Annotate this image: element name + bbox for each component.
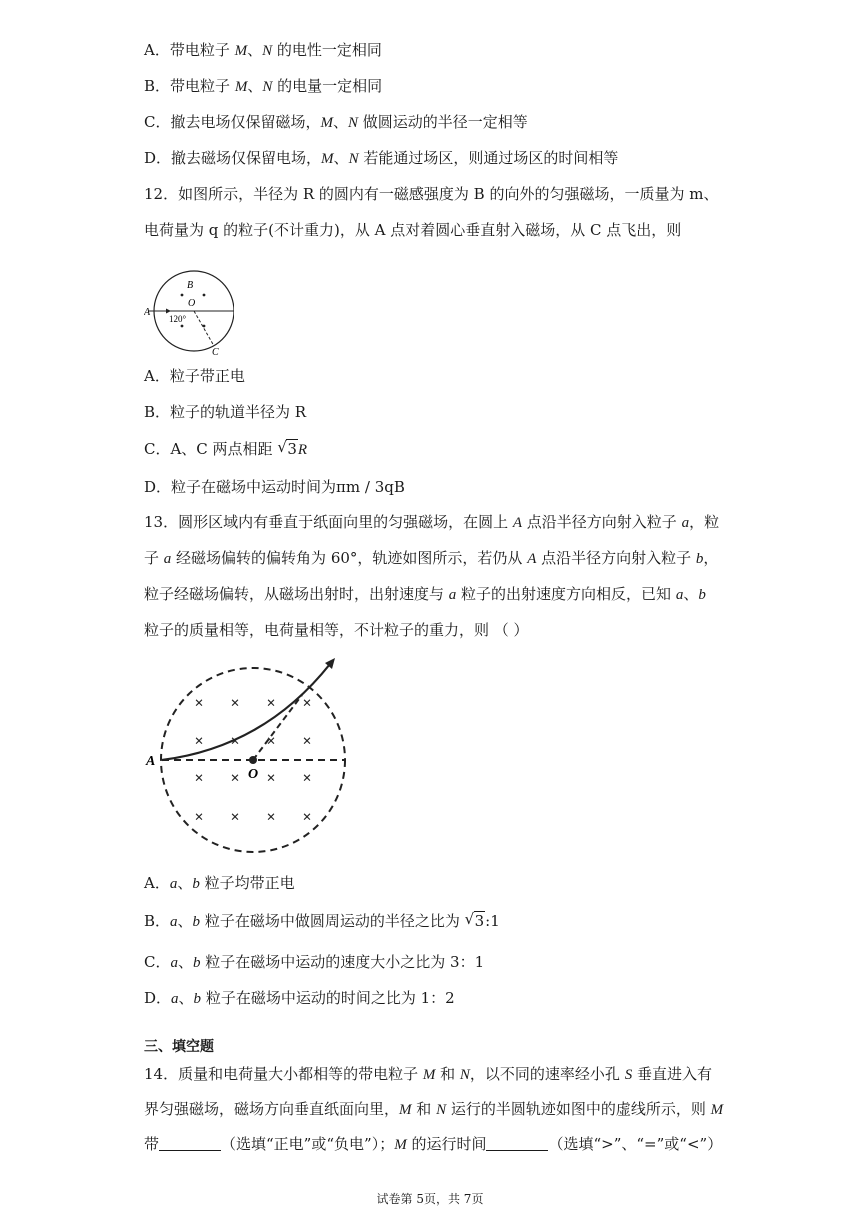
cross-icon: × — [230, 809, 240, 826]
cross-icon: × — [266, 770, 276, 787]
separator: 、 — [333, 113, 349, 131]
q12-label-c: C — [212, 347, 219, 356]
q12-label-o: O — [188, 298, 196, 309]
var-m: M — [422, 1067, 436, 1083]
var-m: M — [394, 1137, 407, 1153]
stem-text: 和 — [411, 1100, 437, 1118]
var-n: N — [459, 1067, 470, 1083]
option-label: B． — [144, 77, 171, 95]
stem-text: 的运行时间 — [406, 1135, 487, 1153]
stem-text: 和 — [435, 1065, 460, 1083]
var-a: a — [171, 991, 179, 1007]
stem-text: ， — [703, 549, 719, 567]
cross-icon: × — [230, 770, 240, 787]
q12-label-a: A — [144, 307, 151, 318]
arrow-head-icon — [166, 309, 171, 314]
stem-text: 界匀强磁场，磁场方向垂直纸面向里， — [144, 1100, 400, 1118]
cross-icon: × — [302, 770, 312, 787]
q12-option-a: A．粒子带正电 — [144, 367, 245, 385]
radicand: 3 — [474, 912, 485, 930]
var-n: N — [262, 79, 273, 95]
q14-stem-line-3 — [144, 1134, 722, 1155]
cross-icon: × — [194, 695, 204, 712]
var-a: a — [681, 515, 690, 531]
q13-stem-line-1 — [144, 512, 719, 533]
option-label: C． — [144, 953, 171, 971]
answer-blank-time[interactable] — [486, 1136, 548, 1151]
option-label: A． — [144, 874, 170, 892]
stem-text: 垂直进入有 — [632, 1065, 712, 1083]
cross-icon: × — [266, 809, 276, 826]
q12-label-b: B — [187, 280, 194, 291]
stem-text: 粒子的出射速度方向相反，已知 — [456, 585, 676, 603]
option-text: 做圆运动的半径一定相等 — [358, 113, 528, 131]
cross-icon: × — [266, 695, 276, 712]
stem-text: 带 — [144, 1135, 160, 1153]
stem-text: 点沿半径方向射入粒子 — [522, 513, 682, 531]
option-text: 的电性一定相同 — [272, 41, 382, 59]
var-m: M — [321, 151, 334, 167]
var-a: a — [170, 914, 178, 930]
q13-label-a: A — [146, 754, 156, 769]
q13-option-d — [144, 988, 455, 1009]
q11-option-c — [144, 112, 528, 133]
stem-text: （选填“>”、“=”或“<”） — [548, 1135, 723, 1153]
var-m: M — [234, 79, 248, 95]
option-label: C． — [144, 113, 171, 131]
var-b: b — [193, 955, 201, 971]
var-n: N — [262, 43, 273, 59]
q11-option-a — [144, 40, 382, 61]
separator: 、 — [333, 149, 349, 167]
answer-blank-charge[interactable] — [159, 1136, 221, 1151]
var-b: b — [695, 551, 704, 567]
var-r: R — [297, 442, 308, 458]
separator: 、 — [247, 77, 263, 95]
stem-text: 经磁场偏转的偏转角为 60°，轨迹如图所示，若仍从 — [171, 549, 528, 567]
var-a-point: A — [512, 515, 523, 531]
stem-text: ，粒 — [689, 513, 720, 531]
separator: 、 — [177, 874, 193, 892]
var-n: N — [436, 1102, 447, 1118]
var-n: N — [348, 151, 359, 167]
q13-stem-line-4: 粒子的质量相等，电荷量相等，不计粒子的重力，则 （ ） — [144, 621, 529, 639]
stem-text: 点沿半径方向射入粒子 — [536, 549, 696, 567]
option-label: B． — [144, 912, 171, 930]
cross-icon: × — [302, 733, 312, 750]
stem-text: 粒子经磁场偏转，从磁场出射时，出射速度与 — [144, 585, 449, 603]
cross-icon: × — [194, 733, 204, 750]
q11-option-d — [144, 148, 618, 169]
q12-stem-line-2: 电荷量为 q 的粒子(不计重力)，从 A 点对着圆心垂直射入磁场，从 C 点飞出，则 — [144, 221, 682, 239]
separator: 、 — [177, 912, 193, 930]
q13-option-b — [144, 911, 500, 932]
sqrt-expression — [465, 911, 486, 931]
option-text: 的电量一定相同 — [272, 77, 383, 95]
option-text: 带电粒子 — [170, 77, 235, 95]
q13-stem-line-3 — [144, 584, 706, 605]
field-dot — [181, 325, 184, 328]
option-text: :1 — [485, 912, 500, 930]
stem-text: 14．质量和电荷量大小都相等的带电粒子 — [144, 1065, 423, 1083]
q13-center-dot — [249, 756, 257, 764]
var-a: a — [163, 551, 172, 567]
stem-text: （选填“正电”或“负电”）； — [221, 1135, 395, 1153]
option-text: 粒子均带正电 — [199, 874, 295, 892]
radicand: 3 — [287, 440, 297, 458]
stem-text: 运行的半圆轨迹如图中的虚线所示，则 — [446, 1100, 711, 1118]
q13-stem-line-2 — [144, 548, 718, 569]
option-text: 带电粒子 — [169, 41, 235, 59]
q12-option-b: B．粒子的轨道半径为 R — [144, 403, 307, 421]
sqrt-expression — [277, 439, 298, 459]
q13-option-a — [144, 873, 295, 894]
var-a-point: A — [527, 551, 537, 567]
q12-radius-oc — [194, 311, 214, 346]
option-text: 粒子在磁场中做圆周运动的半径之比为 — [200, 912, 465, 930]
var-a: a — [169, 876, 178, 892]
var-b: b — [698, 587, 706, 603]
var-a: a — [448, 587, 457, 603]
var-b: b — [193, 991, 202, 1007]
stem-text: ，以不同的速率经小孔 — [469, 1065, 625, 1083]
q12-option-c — [144, 439, 307, 460]
var-a: a — [675, 587, 684, 603]
q12-option-d: D．粒子在磁场中运动时间为πm / 3qB — [144, 478, 405, 496]
radical-icon: √ — [464, 910, 475, 928]
stem-text: 13．圆形区域内有垂直于纸面向里的匀强磁场，在圆上 — [144, 513, 513, 531]
separator: 、 — [178, 989, 194, 1007]
radical-icon: √ — [277, 438, 287, 456]
cross-icon: × — [194, 809, 204, 826]
cross-icon: × — [302, 695, 312, 712]
q14-stem-line-1 — [144, 1064, 712, 1085]
var-m: M — [234, 43, 248, 59]
var-b: b — [192, 876, 200, 892]
q12-figure — [144, 268, 234, 356]
cross-icon: × — [230, 733, 240, 750]
option-label: D． — [144, 149, 172, 167]
q13-option-c — [144, 952, 484, 973]
cross-icon: × — [194, 770, 204, 787]
option-text: 若能通过场区，则通过场区的时间相等 — [358, 149, 619, 167]
option-text: C．A、C 两点相距 — [144, 440, 278, 458]
section-heading: 三、填空题 — [144, 1039, 214, 1055]
cross-icon: × — [230, 695, 240, 712]
cross-icon: × — [266, 733, 276, 750]
separator: 、 — [683, 585, 699, 603]
var-m: M — [710, 1102, 724, 1118]
q12-label-angle: 120° — [169, 314, 187, 324]
option-label: D． — [144, 989, 172, 1007]
option-text: 粒子在磁场中运动的时间之比为 1：2 — [201, 989, 455, 1007]
var-m: M — [320, 115, 333, 131]
page-footer: 试卷第 5页，共 7页 — [376, 1192, 484, 1206]
option-text: 撤去电场仅保留磁场， — [170, 113, 321, 131]
stem-text: 子 — [144, 549, 164, 567]
var-a: a — [170, 955, 178, 971]
q11-option-b — [144, 76, 382, 97]
option-text: 粒子在磁场中运动的速度大小之比为 3：1 — [200, 953, 485, 971]
separator: 、 — [177, 953, 193, 971]
separator: 、 — [247, 41, 263, 59]
cross-icon: × — [302, 809, 312, 826]
option-label: A． — [144, 41, 170, 59]
q13-label-o: O — [248, 767, 259, 782]
field-dot — [203, 325, 206, 328]
field-dot — [203, 294, 206, 297]
var-m: M — [399, 1102, 412, 1118]
option-text: 撤去磁场仅保留电场， — [171, 149, 322, 167]
var-s: S — [624, 1067, 633, 1083]
q13-figure — [144, 652, 364, 862]
q12-stem-line-1: 12．如图所示，半径为 R 的圆内有一磁感强度为 B 的向外的匀强磁场，一质量为 m、 — [144, 185, 719, 203]
q14-stem-line-2 — [144, 1099, 723, 1120]
var-n: N — [348, 115, 359, 131]
var-b: b — [192, 914, 201, 930]
field-dot — [181, 294, 184, 297]
